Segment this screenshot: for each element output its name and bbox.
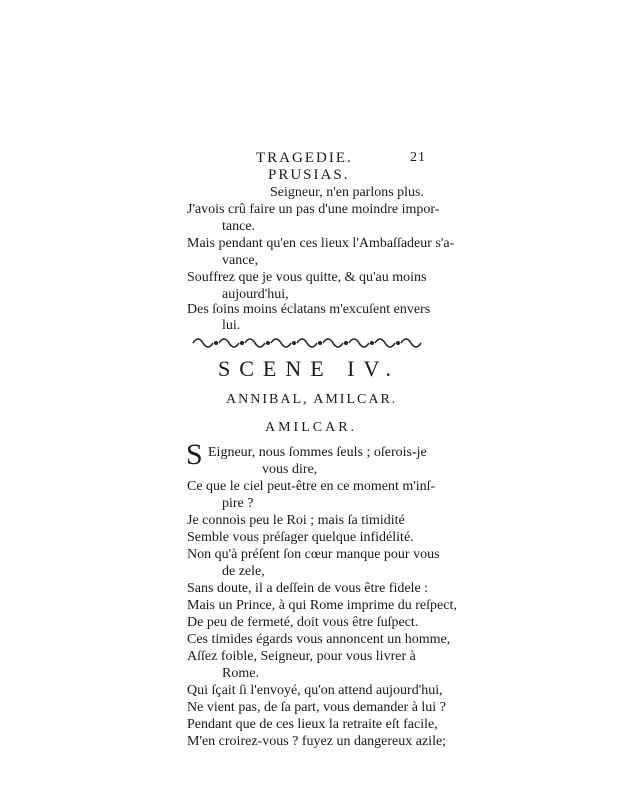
running-title: TRAGEDIE. — [256, 150, 353, 166]
verse-line: Eigneur, nous ſommes ſeuls ; oſerois-je — [208, 445, 427, 460]
verse-line: Je connois peu le Roi ; mais ſa timidité — [187, 513, 405, 528]
speaker-prusias: PRUSIAS. — [268, 167, 350, 183]
verse-line: Ne vient pas, de ſa part, vous demander à lui ? — [187, 700, 446, 715]
scene-persons: ANNIBAL, AMILCAR. — [226, 392, 398, 407]
verse-line: Rome. — [222, 666, 259, 681]
page-number: 21 — [410, 150, 426, 165]
verse-line: Ce que le ciel peut-être en ce moment m'inſ- — [187, 479, 436, 494]
verse-line: pire ? — [222, 496, 254, 511]
verse-line: Seigneur, n'en parlons plus. — [270, 185, 424, 200]
verse-line: de zele, — [222, 564, 265, 579]
verse-line: vous dire, — [262, 462, 318, 477]
verse-line: Sans doute, il a deſſein de vous être fidele : — [187, 581, 429, 596]
verse-line: Mais un Prince, à qui Rome imprime du reſpect, — [187, 598, 457, 613]
verse-line: vance, — [222, 253, 259, 268]
verse-line: lui. — [222, 318, 241, 333]
verse-line: Aſſez foible, Seigneur, pour vous livrer à — [187, 649, 416, 664]
verse-line: J'avois crû faire un pas d'une moindre impor- — [187, 202, 440, 217]
scene-heading: SCENE IV. — [218, 356, 401, 381]
verse-line: Ces timides égards vous annoncent un homme, — [187, 632, 451, 647]
verse-line: Non qu'à préſent ſon cœur manque pour vous — [187, 547, 440, 562]
verse-line: Mais pendant qu'en ces lieux l'Ambaſſadeur s'a- — [187, 236, 455, 251]
verse-line: Pendant que de ces lieux la retraite eſt facile, — [187, 717, 438, 732]
verse-line: M'en croirez-vous ? fuyez un dangereux azile; — [187, 734, 447, 749]
verse-line: Des ſoins moins éclatans m'excuſent envers — [187, 302, 431, 317]
speaker-amilcar: AMILCAR. — [265, 420, 358, 435]
verse-line: aujourd'hui, — [222, 287, 289, 302]
verse-line: Semble vous préſager quelque infidélité. — [187, 530, 414, 545]
verse-line: Souffrez que je vous quitte, & qu'au moins — [187, 270, 427, 285]
fleuron-ornament-icon — [187, 334, 437, 352]
verse-line: De peu de fermeté, doit vous être ſuſpect. — [187, 615, 419, 630]
verse-line: tance. — [222, 219, 256, 234]
drop-cap: S — [186, 438, 203, 471]
verse-line: Qui ſçait ſi l'envoyé, qu'on attend aujourd'hui, — [187, 683, 443, 698]
